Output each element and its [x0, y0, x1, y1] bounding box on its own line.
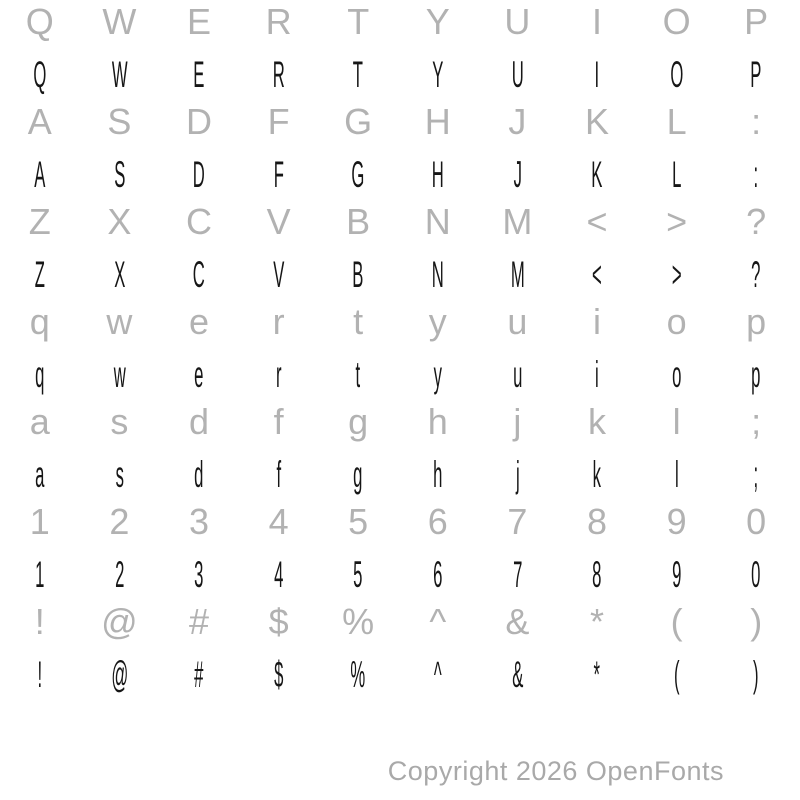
specimen-row-uppercase-bottom-reference: [0, 200, 796, 246]
glyph-cell: 8: [586, 501, 607, 542]
glyph-cell: (: [670, 601, 683, 642]
glyph-cell: ?: [751, 254, 761, 295]
glyph-cell: C: [185, 201, 212, 242]
glyph-cell: 1: [35, 554, 45, 595]
glyph-cell: i: [595, 354, 599, 395]
glyph-cell: w: [113, 354, 126, 395]
glyph-cell: U: [511, 54, 524, 95]
glyph-cell: t: [355, 354, 361, 395]
glyph-cell: &: [511, 654, 523, 695]
glyph-cell: *: [589, 601, 604, 642]
copyright-text: Copyright 2026 OpenFonts: [387, 756, 724, 786]
glyph-cell: d: [194, 454, 204, 495]
glyph-cell: G: [351, 154, 365, 195]
glyph-cell: e: [188, 301, 209, 342]
glyph-cell: C: [192, 254, 206, 295]
glyph-cell: h: [427, 401, 448, 442]
glyph-cell: (: [673, 654, 680, 695]
glyph-cell: !: [37, 654, 43, 695]
glyph-cell: P: [744, 1, 769, 42]
glyph-cell: H: [431, 154, 444, 195]
glyph-cell: 5: [348, 501, 369, 542]
specimen-row-lowercase-home-sample: [0, 446, 796, 500]
glyph-cell: o: [671, 354, 682, 395]
glyph-cell: $: [273, 654, 284, 695]
glyph-cell: 1: [29, 501, 50, 542]
glyph-cell: ?: [746, 201, 767, 242]
glyph-cell: B: [346, 201, 371, 242]
glyph-cell: 9: [671, 554, 682, 595]
glyph-cell: r: [275, 354, 282, 395]
glyph-cell: $: [268, 601, 289, 642]
glyph-cell: a: [35, 454, 45, 495]
glyph-cell: F: [267, 101, 290, 142]
glyph-cell: s: [115, 454, 124, 495]
glyph-cell: W: [111, 54, 128, 95]
glyph-cell: 0: [751, 554, 761, 595]
glyph-cell: O: [670, 54, 684, 95]
glyph-cell: e: [194, 354, 204, 395]
glyph-cell: N: [424, 201, 451, 242]
glyph-cell: ;: [753, 454, 759, 495]
glyph-cell: M: [510, 254, 525, 295]
glyph-cell: 3: [188, 501, 209, 542]
glyph-cell: j: [513, 401, 522, 442]
glyph-cell: a: [29, 401, 50, 442]
glyph-cell: k: [592, 454, 602, 495]
glyph-cell: g: [353, 454, 363, 495]
glyph-cell: X: [107, 201, 132, 242]
glyph-cell: h: [433, 454, 443, 495]
glyph-cell: j: [515, 454, 520, 495]
glyph-cell: d: [188, 401, 209, 442]
glyph-cell: *: [593, 654, 601, 695]
glyph-cell: &: [505, 601, 530, 642]
glyph-cell: Z: [28, 201, 51, 242]
glyph-cell: Q: [25, 1, 54, 42]
glyph-cell: G: [344, 101, 373, 142]
glyph-cell: q: [29, 301, 50, 342]
glyph-cell: 2: [114, 554, 125, 595]
glyph-cell: :: [751, 101, 762, 142]
specimen-row-lowercase-qwerty-reference: [0, 300, 796, 346]
glyph-cell: H: [424, 101, 451, 142]
glyph-cell: A: [34, 154, 46, 195]
specimen-row-lowercase-home-reference: [0, 400, 796, 446]
specimen-row-lowercase-qwerty-sample: [0, 346, 796, 400]
glyph-cell: Y: [425, 1, 450, 42]
glyph-cell: ): [753, 654, 759, 695]
glyph-cell: :: [753, 154, 759, 195]
glyph-cell: I: [594, 54, 600, 95]
glyph-cell: 4: [268, 501, 289, 542]
glyph-cell: E: [193, 54, 205, 95]
glyph-cell: A: [27, 101, 52, 142]
glyph-cell: D: [192, 154, 206, 195]
glyph-cell: y: [433, 354, 442, 395]
specimen-row-uppercase-qwerty-reference: [0, 0, 796, 46]
specimen-row-uppercase-home-reference: [0, 100, 796, 146]
specimen-row-uppercase-qwerty-sample: [0, 46, 796, 100]
specimen-row-symbols-reference: [0, 600, 796, 646]
glyph-cell: !: [34, 601, 45, 642]
glyph-cell: #: [188, 601, 209, 642]
specimen-row-uppercase-home-sample: [0, 146, 796, 200]
glyph-cell: I: [591, 1, 602, 42]
glyph-cell: X: [113, 254, 125, 295]
glyph-cell: p: [751, 354, 761, 395]
glyph-cell: u: [507, 301, 528, 342]
glyph-cell: l: [674, 454, 679, 495]
glyph-cell: R: [272, 54, 285, 95]
glyph-cell: ^: [429, 601, 447, 642]
glyph-cell: K: [591, 154, 603, 195]
glyph-cell: #: [194, 654, 204, 695]
glyph-cell: u: [512, 354, 523, 395]
glyph-cell: p: [746, 301, 767, 342]
glyph-cell: r: [272, 301, 285, 342]
glyph-cell: V: [266, 201, 291, 242]
glyph-cell: J: [508, 101, 527, 142]
glyph-cell: <: [586, 201, 608, 242]
glyph-cell: 9: [666, 501, 687, 542]
glyph-cell: L: [666, 101, 687, 142]
glyph-cell: D: [185, 101, 212, 142]
glyph-cell: @: [110, 654, 128, 695]
glyph-cell: @: [101, 601, 138, 642]
glyph-cell: f: [273, 401, 284, 442]
glyph-cell: 0: [746, 501, 767, 542]
glyph-cell: T: [353, 54, 364, 95]
glyph-cell: V: [273, 254, 285, 295]
glyph-cell: >: [671, 254, 682, 295]
glyph-cell: t: [353, 301, 364, 342]
glyph-cell: f: [276, 454, 281, 495]
glyph-cell: l: [672, 401, 681, 442]
glyph-cell: %: [350, 654, 366, 695]
glyph-cell: P: [750, 54, 762, 95]
glyph-cell: i: [592, 301, 601, 342]
glyph-cell: %: [342, 601, 375, 642]
glyph-cell: L: [671, 154, 682, 195]
glyph-cell: E: [186, 1, 211, 42]
glyph-cell: R: [265, 1, 292, 42]
glyph-cell: O: [662, 1, 691, 42]
glyph-cell: 6: [433, 554, 443, 595]
glyph-cell: M: [502, 201, 533, 242]
glyph-cell: g: [348, 401, 369, 442]
glyph-cell: ): [750, 601, 763, 642]
glyph-cell: N: [431, 254, 444, 295]
specimen-row-uppercase-bottom-sample: [0, 246, 796, 300]
glyph-cell: o: [666, 301, 687, 342]
glyph-cell: 2: [109, 501, 130, 542]
glyph-cell: B: [352, 254, 364, 295]
glyph-cell: F: [273, 154, 284, 195]
glyph-cell: Q: [33, 54, 47, 95]
glyph-cell: U: [504, 1, 531, 42]
glyph-cell: S: [107, 101, 132, 142]
glyph-cell: 3: [194, 554, 204, 595]
glyph-cell: Z: [34, 254, 45, 295]
glyph-cell: 7: [512, 554, 523, 595]
glyph-cell: S: [113, 154, 125, 195]
glyph-cell: 6: [427, 501, 448, 542]
glyph-cell: k: [587, 401, 606, 442]
specimen-row-symbols-sample: [0, 646, 796, 700]
glyph-cell: 7: [507, 501, 528, 542]
glyph-cell: y: [428, 301, 447, 342]
glyph-cell: T: [347, 1, 370, 42]
glyph-cell: K: [584, 101, 609, 142]
glyph-cell: ^: [433, 654, 442, 695]
glyph-cell: W: [102, 1, 137, 42]
glyph-cell: 5: [353, 554, 363, 595]
glyph-cell: 8: [592, 554, 602, 595]
glyph-cell: Y: [432, 54, 444, 95]
glyph-cell: q: [35, 354, 45, 395]
glyph-cell: w: [106, 301, 133, 342]
glyph-cell: <: [592, 254, 602, 295]
glyph-cell: J: [513, 154, 522, 195]
glyph-cell: s: [110, 401, 129, 442]
glyph-cell: 4: [273, 554, 284, 595]
specimen-row-digits-reference: [0, 500, 796, 546]
specimen-row-digits-sample: [0, 546, 796, 600]
glyph-cell: >: [666, 201, 688, 242]
glyph-cell: ;: [751, 401, 762, 442]
